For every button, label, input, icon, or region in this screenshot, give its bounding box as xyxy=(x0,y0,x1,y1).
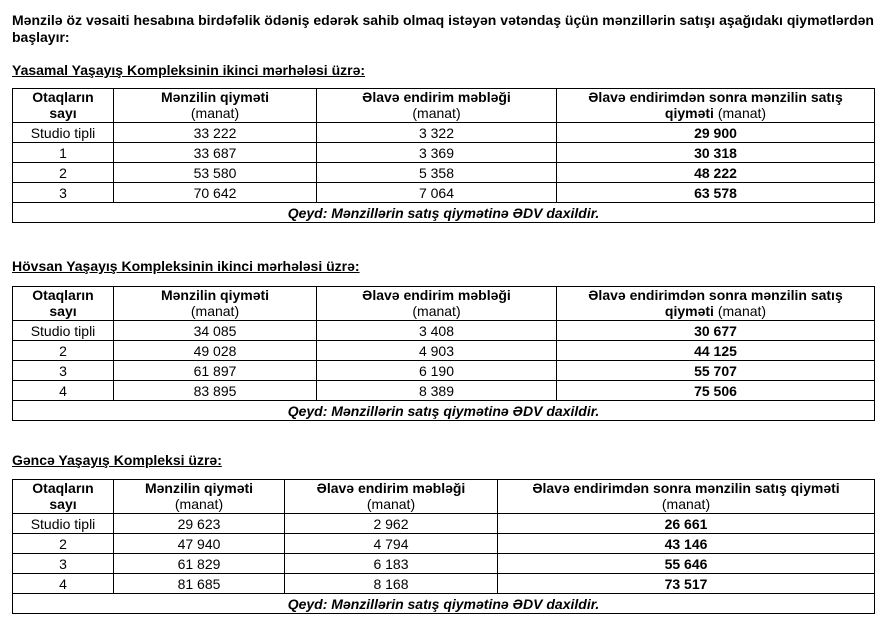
cell-rooms: Studio tipli xyxy=(13,321,114,341)
price-table-hovsan xyxy=(12,286,875,421)
header-final-price: Əlavə endirimdən sonra mənzilin satış qiyməti (manat) xyxy=(498,480,875,514)
header-rooms: Otaqların sayı xyxy=(13,89,114,123)
header-rooms: Otaqların sayı xyxy=(13,480,114,514)
cell-price: 33 222 xyxy=(114,123,317,143)
cell-final-price: 75 506 xyxy=(557,381,875,401)
table-row xyxy=(13,341,875,361)
table-row xyxy=(13,321,875,341)
cell-price: 61 829 xyxy=(114,554,285,574)
cell-discount: 4 903 xyxy=(317,341,557,361)
cell-rooms: 3 xyxy=(13,554,114,574)
note-row xyxy=(13,401,875,421)
cell-final-price: 26 661 xyxy=(498,514,875,534)
section-title-hovsan: Hövsan Yaşayış Kompleksinin ikinci mərhələsi üzrə: xyxy=(12,258,360,274)
cell-rooms: Studio tipli xyxy=(13,514,114,534)
cell-discount: 5 358 xyxy=(317,163,557,183)
table-row xyxy=(13,381,875,401)
cell-final-price: 44 125 xyxy=(557,341,875,361)
note-row xyxy=(13,203,875,223)
vat-note: Qeyd: Mənzillərin satış qiymətinə ƏDV daxildir. xyxy=(13,594,875,614)
cell-discount: 6 183 xyxy=(285,554,498,574)
cell-final-price: 55 707 xyxy=(557,361,875,381)
cell-final-price: 48 222 xyxy=(557,163,875,183)
section-title-yasamal: Yasamal Yaşayış Kompleksinin ikinci mərhələsi üzrə: xyxy=(12,62,366,78)
table-header-row xyxy=(13,89,875,123)
header-discount: Əlavə endirim məbləği (manat) xyxy=(317,287,557,321)
cell-discount: 8 168 xyxy=(285,574,498,594)
cell-discount: 8 389 xyxy=(317,381,557,401)
cell-final-price: 29 900 xyxy=(557,123,875,143)
section-title-ganja: Gəncə Yaşayış Kompleksi üzrə: xyxy=(12,452,222,468)
vat-note: Qeyd: Mənzillərin satış qiymətinə ƏDV daxildir. xyxy=(13,401,875,421)
cell-final-price: 55 646 xyxy=(498,554,875,574)
header-discount: Əlavə endirim məbləği (manat) xyxy=(317,89,557,123)
table-header-row xyxy=(13,480,875,514)
cell-price: 61 897 xyxy=(114,361,317,381)
cell-final-price: 63 578 xyxy=(557,183,875,203)
intro-paragraph: Mənzilə öz vəsaiti hesabına birdəfəlik ödəniş edərək sahib olmaq istəyən vətəndaş üçün mənzillərin satışı aşağıdakı qiymətlərdən başlayır: xyxy=(12,12,874,45)
cell-price: 29 623 xyxy=(114,514,285,534)
cell-final-price: 30 318 xyxy=(557,143,875,163)
table-row xyxy=(13,123,875,143)
header-price: Mənzilin qiyməti (manat) xyxy=(114,89,317,123)
header-final-price: Əlavə endirimdən sonra mənzilin satış qiyməti (manat) xyxy=(557,89,875,123)
header-final-price: Əlavə endirimdən sonra mənzilin satış qiyməti (manat) xyxy=(557,287,875,321)
table-header-row xyxy=(13,287,875,321)
cell-rooms: 1 xyxy=(13,143,114,163)
cell-price: 83 895 xyxy=(114,381,317,401)
cell-price: 49 028 xyxy=(114,341,317,361)
cell-rooms: 2 xyxy=(13,534,114,554)
cell-price: 53 580 xyxy=(114,163,317,183)
table-row xyxy=(13,554,875,574)
cell-rooms: 4 xyxy=(13,574,114,594)
header-rooms: Otaqların sayı xyxy=(13,287,114,321)
table-row xyxy=(13,361,875,381)
cell-discount: 3 322 xyxy=(317,123,557,143)
cell-discount: 4 794 xyxy=(285,534,498,554)
table-row xyxy=(13,163,875,183)
cell-discount: 3 369 xyxy=(317,143,557,163)
cell-discount: 3 408 xyxy=(317,321,557,341)
cell-rooms: 3 xyxy=(13,183,114,203)
note-row xyxy=(13,594,875,614)
cell-price: 34 085 xyxy=(114,321,317,341)
cell-price: 33 687 xyxy=(114,143,317,163)
cell-discount: 6 190 xyxy=(317,361,557,381)
cell-price: 47 940 xyxy=(114,534,285,554)
cell-price: 70 642 xyxy=(114,183,317,203)
cell-final-price: 73 517 xyxy=(498,574,875,594)
vat-note: Qeyd: Mənzillərin satış qiymətinə ƏDV daxildir. xyxy=(13,203,875,223)
header-discount: Əlavə endirim məbləği (manat) xyxy=(285,480,498,514)
cell-rooms: 2 xyxy=(13,341,114,361)
cell-final-price: 43 146 xyxy=(498,534,875,554)
header-price: Mənzilin qiyməti (manat) xyxy=(114,480,285,514)
cell-discount: 2 962 xyxy=(285,514,498,534)
table-row xyxy=(13,574,875,594)
cell-discount: 7 064 xyxy=(317,183,557,203)
cell-rooms: 3 xyxy=(13,361,114,381)
price-table-yasamal xyxy=(12,88,875,223)
cell-price: 81 685 xyxy=(114,574,285,594)
cell-rooms: 2 xyxy=(13,163,114,183)
table-row xyxy=(13,514,875,534)
table-row xyxy=(13,183,875,203)
table-row xyxy=(13,143,875,163)
price-table-ganja xyxy=(12,479,875,614)
header-price: Mənzilin qiyməti (manat) xyxy=(114,287,317,321)
cell-rooms: Studio tipli xyxy=(13,123,114,143)
table-row xyxy=(13,534,875,554)
cell-rooms: 4 xyxy=(13,381,114,401)
cell-final-price: 30 677 xyxy=(557,321,875,341)
